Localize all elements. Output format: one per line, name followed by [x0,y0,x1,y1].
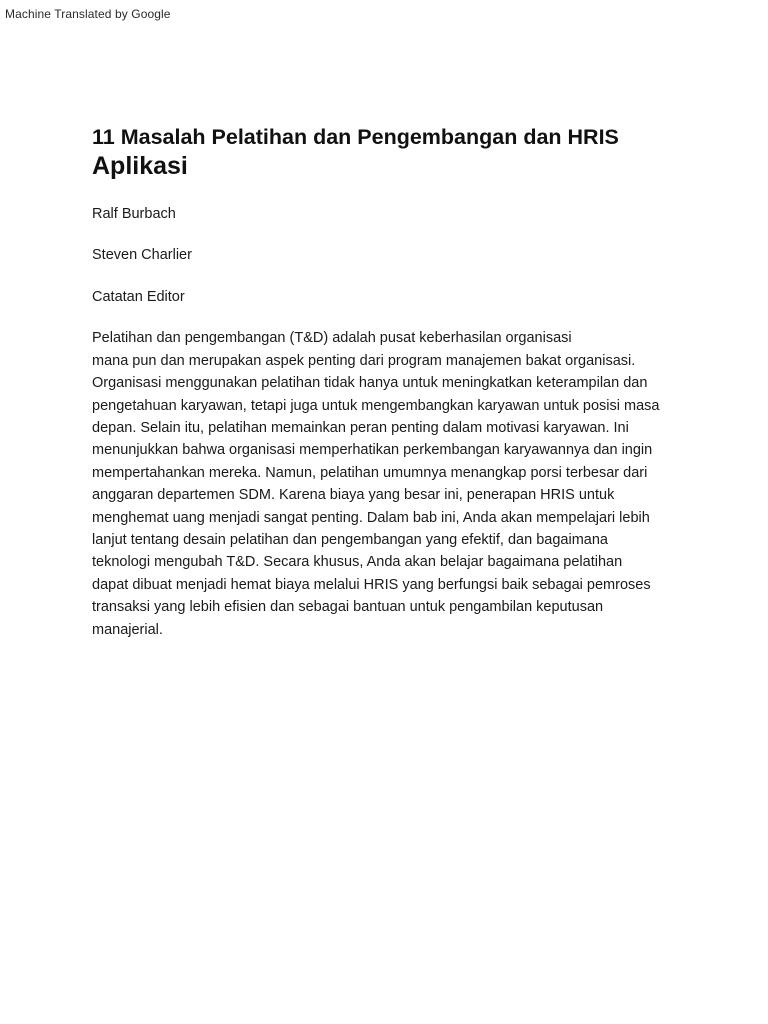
machine-translation-banner: Machine Translated by Google [5,7,171,21]
paragraph-line: anggaran departemen SDM. Karena biaya yang besar ini, penerapan HRIS untuk [92,487,615,504]
document-page [92,124,692,641]
paragraph-line: Organisasi menggunakan pelatihan tidak hanya untuk meningkatkan keterampilan dan [92,375,648,392]
paragraph-line: depan. Selain itu, pelatihan memainkan peran penting dalam motivasi karyawan. Ini [92,419,629,436]
paragraph-line: transaksi yang lebih efisien dan sebagai bantuan untuk pengambilan keputusan [92,599,604,616]
paragraph-line: dapat dibuat menjadi hemat biaya melalui HRIS yang berfungsi baik sebagai pemroses [92,576,651,593]
chapter-title [92,124,692,182]
author-name: Ralf Burbach [92,206,176,223]
paragraph-line: mempertahankan mereka. Namun, pelatihan umumnya menangkap porsi terbesar dari [92,464,648,481]
paragraph-line: menunjukkan bahwa organisasi memperhatikan perkembangan karyawannya dan ingin [92,442,653,459]
editor-note-heading: Catatan Editor [92,288,185,305]
paragraph-line: teknologi mengubah T&D. Secara khusus, Anda akan belajar bagaimana pelatihan [92,554,623,571]
paragraph-line: lanjut tentang desain pelatihan dan pengembangan yang efektif, dan bagaimana [92,531,608,548]
paragraph-line: Pelatihan dan pengembangan (T&D) adalah pusat keberhasilan organisasi [92,330,572,347]
chapter-title-line-1: 11 Masalah Pelatihan dan Pengembangan dan HRIS [92,125,619,149]
author-name: Steven Charlier [92,246,192,263]
paragraph-line: pengetahuan karyawan, tetapi juga untuk mengembangkan karyawan untuk posisi masa [92,397,660,414]
paragraph-line: mana pun dan merupakan aspek penting dari program manajemen bakat organisasi. [92,352,636,369]
chapter-title-line-2: Aplikasi [92,151,188,180]
paragraph-line: menghemat uang menjadi sangat penting. Dalam bab ini, Anda akan mempelajari lebih [92,509,650,526]
paragraph-line: manajerial. [92,621,163,638]
intro-paragraph [92,327,692,641]
